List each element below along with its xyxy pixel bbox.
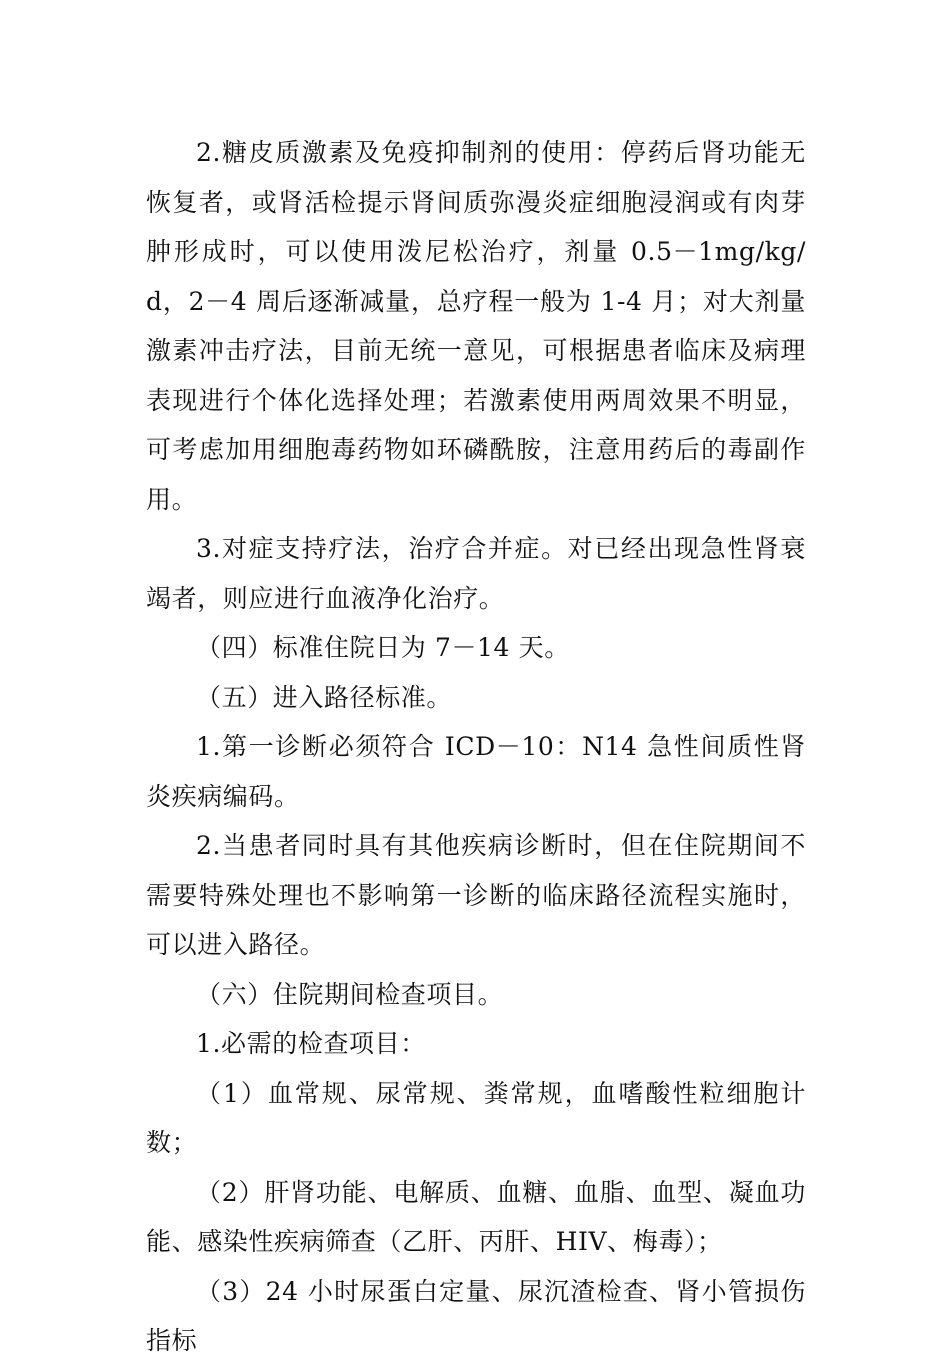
paragraph-exam-item-3: （3）24 小时尿蛋白定量、尿沉渣检查、肾小管损伤指标 (146, 1276, 806, 1355)
paragraph-supportive-therapy: 3.对症支持疗法，治疗合并症。对已经出现急性肾衰竭者，则应进行血液净化治疗。 (146, 534, 806, 613)
paragraph-comorbidity: 2.当患者同时具有其他疾病诊断时，但在住院期间不需要特殊处理也不影响第一诊断的临床路径流程实施时，可以进入路径。 (146, 831, 806, 959)
paragraph-exam-item-1: （1）血常规、尿常规、粪常规，血嗜酸性粒细胞计数； (146, 1078, 806, 1157)
document-body (146, 128, 806, 1366)
paragraph-hospital-stay: （四）标准住院日为 7－14 天。 (196, 633, 570, 662)
paragraph-diagnosis-code: 1.第一诊断必须符合 ICD－10：N14 急性间质性肾炎疾病编码。 (146, 732, 806, 811)
paragraph-exam-item-2: （2）肝肾功能、电解质、血糖、血脂、血型、凝血功能、感染性疾病筛查（乙肝、丙肝、HIV、梅毒）； (146, 1177, 806, 1256)
paragraph-required-exams: 1.必需的检查项目： (196, 1029, 426, 1058)
paragraph-pathway-criteria-heading: （五）进入路径标准。 (196, 682, 453, 712)
paragraph-steroid-therapy: 2.糖皮质激素及免疫抑制剂的使用：停药后肾功能无恢复者，或肾活检提示肾间质弥漫炎症细胞浸润或有肉芽肿形成时，可以使用泼尼松治疗，剂量 0.5－1mg/kg/d，2－4 周后逐渐减量，总疗程一般为 1-4 月；对大剂量激素冲击疗法，目前无统一意见，可根据患者临床及病理表现进行个体化选择处理；若激素使用两周效果不明显，可考虑加用细胞毒药物如环磷酰胺，注意用药后的毒副作用。 (146, 138, 806, 514)
paragraph-examinations-heading: （六）住院期间检查项目。 (196, 979, 504, 1009)
